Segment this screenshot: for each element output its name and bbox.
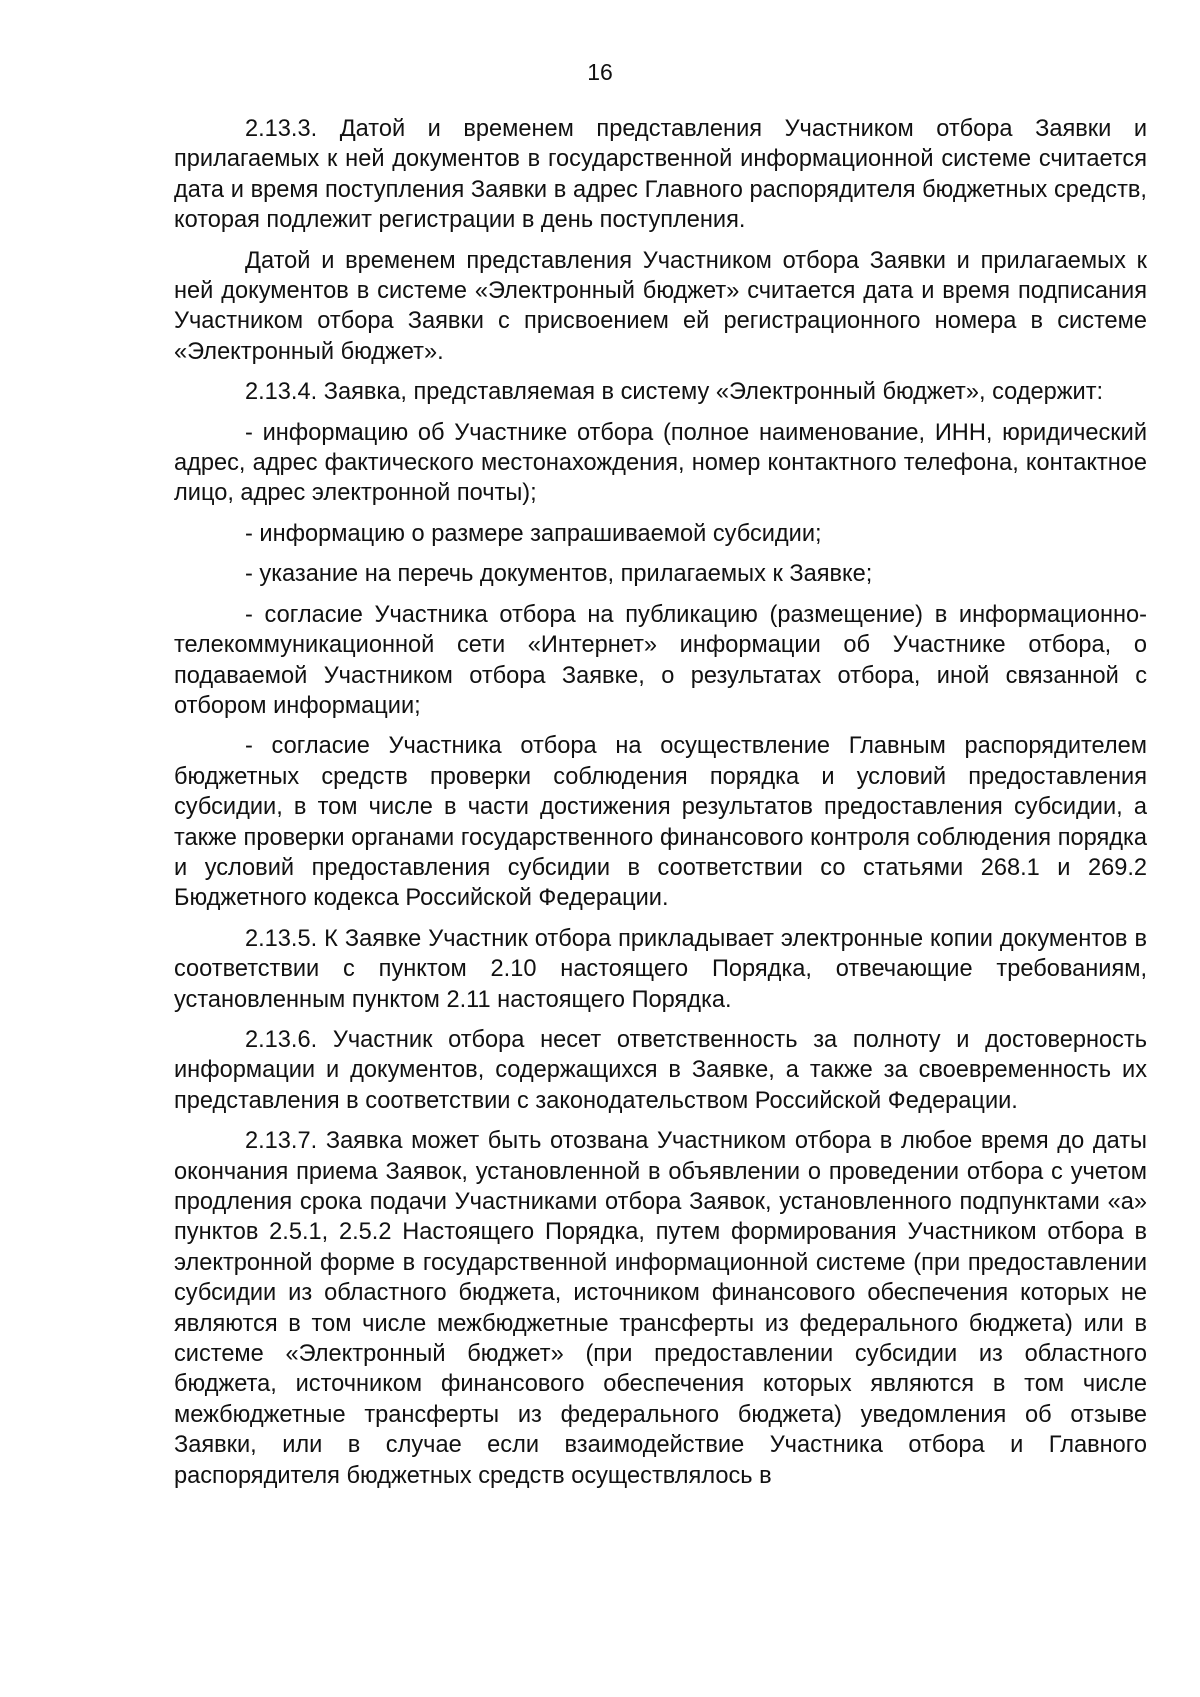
- list-item-participant-info: - информацию об Участнике отбора (полное наименование, ИНН, юридический адрес, адрес фактического местонахождения, номер контактного телефона, контактное лицо, адрес электронной почты);: [174, 419, 1147, 507]
- page-number: 16: [587, 59, 613, 85]
- paragraph-2-13-5: 2.13.5. К Заявке Участник отбора прикладывает электронные копии документов в соответствии с пунктом 2.10 настоящего Порядка, отвечающие требованиям, установленным пунктом 2.11 настоящего Порядка.: [174, 925, 1147, 1013]
- paragraph-2-13-3: 2.13.3. Датой и временем представления Участником отбора Заявки и прилагаемых к ней документов в государственной информационной системе считается дата и время поступления Заявки в адрес Главного распорядителя бюджетных средств, которая подлежит регистрации в день поступления.: [174, 116, 1147, 234]
- paragraph-2-13-7: 2.13.7. Заявка может быть отозвана Участником отбора в любое время до даты окончания приема Заявок, установленной в объявлении о проведении отбора с учетом продления срока подачи Участниками отбора Заявок, установленного подпунктами «а» пунктов 2.5.1, 2.5.2 Настоящего Порядка, путем формирования Участником отбора в электронной форме в государственной информационной системе (при предоставлении субсидии из областного бюджета, источником финансового обеспечения которых не являются в том числе межбюджетные трансферты из федерального бюджета) или в системе «Электронный бюджет» (при предоставлении субсидии из областного бюджета, источником финансового обеспечения которых являются в том числе межбюджетные трансферты из федерального бюджета) уведомления об отзыве Заявки, или в случае если взаимодействие Участника отбора и Главного распорядителя бюджетных средств осуществлялось в: [174, 1128, 1147, 1489]
- paragraph-2-13-6: 2.13.6. Участник отбора несет ответственность за полноту и достоверность информации и документов, содержащихся в Заявке, а также за своевременность их представления в соответствии с законодательством Российской Федерации.: [174, 1026, 1147, 1114]
- list-item-publication-consent: - согласие Участника отбора на публикацию (размещение) в информационно-телекоммуникационной сети «Интернет» информации об Участнике отбора, о подаваемой Участником отбора Заявке, о результатах отбора, иной связанной с отбором информации;: [174, 601, 1147, 719]
- list-item-documents-list: - указание на перечь документов, прилагаемых к Заявке;: [245, 561, 873, 588]
- paragraph-electronic-budget-date: Датой и временем представления Участником отбора Заявки и прилагаемых к ней документов в системе «Электронный бюджет» считается дата и время подписания Участником отбора Заявки с присвоением ей регистрационного номера в системе «Электронный бюджет».: [174, 247, 1147, 365]
- list-item-subsidy-amount: - информацию о размере запрашиваемой субсидии;: [245, 520, 822, 547]
- paragraph-2-13-4: 2.13.4. Заявка, представляемая в систему «Электронный бюджет», содержит:: [245, 379, 1104, 406]
- list-item-inspection-consent: - согласие Участника отбора на осуществление Главным распорядителем бюджетных средств проверки соблюдения порядка и условий предоставления субсидии, в том числе в части достижения результатов предоставления субсидии, а также проверки органами государственного финансового контроля соблюдения порядка и условий предоставления субсидии в соответствии со статьями 268.1 и 269.2 Бюджетного кодекса Российской Федерации.: [174, 733, 1147, 912]
- document-body: [174, 114, 1147, 1501]
